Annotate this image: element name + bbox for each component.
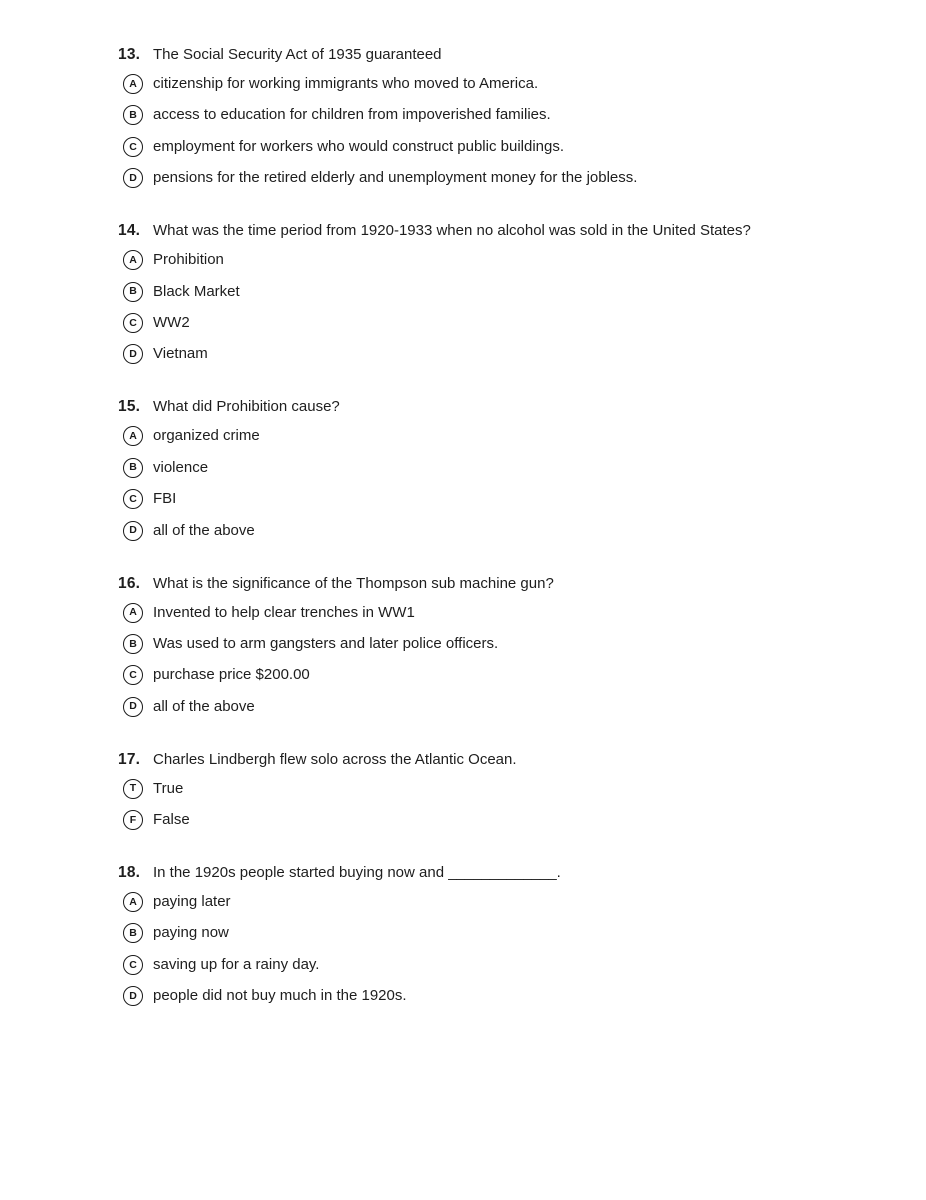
answer-option[interactable] <box>123 105 866 125</box>
question-line <box>118 863 866 883</box>
option-text: pensions for the retired elderly and unemployment money for the jobless. <box>153 169 638 187</box>
question-number: 14. <box>118 222 141 240</box>
option-letter: B <box>129 109 137 122</box>
option-bubble-icon[interactable] <box>123 521 143 541</box>
option-letter: B <box>129 927 137 940</box>
answer-option[interactable] <box>123 250 866 270</box>
option-bubble-icon[interactable] <box>123 892 143 912</box>
question-list <box>118 45 866 1006</box>
question-line <box>118 221 866 241</box>
option-bubble-icon[interactable] <box>123 779 143 799</box>
option-bubble-icon[interactable] <box>123 810 143 830</box>
option-letter: D <box>129 348 137 361</box>
option-letter: T <box>129 782 137 795</box>
question-text: What did Prohibition cause? <box>153 398 340 416</box>
option-text: violence <box>153 458 209 476</box>
option-bubble-icon[interactable] <box>123 250 143 270</box>
answer-option[interactable] <box>123 634 866 654</box>
option-list <box>118 426 866 540</box>
answer-option[interactable] <box>123 697 866 717</box>
question-number: 18. <box>118 864 141 882</box>
option-list <box>118 250 866 364</box>
option-letter: A <box>129 253 137 266</box>
answer-option[interactable] <box>123 892 866 912</box>
option-bubble-icon[interactable] <box>123 105 143 125</box>
option-bubble-icon[interactable] <box>123 665 143 685</box>
option-text: False <box>153 811 190 829</box>
option-text: Invented to help clear trenches in WW1 <box>153 603 415 621</box>
answer-option[interactable] <box>123 344 866 364</box>
question-number: 16. <box>118 574 141 592</box>
question-block <box>118 863 866 1006</box>
question-line <box>118 574 866 594</box>
option-bubble-icon[interactable] <box>123 986 143 1006</box>
option-letter: C <box>129 316 137 329</box>
answer-option[interactable] <box>123 313 866 333</box>
option-bubble-icon[interactable] <box>123 923 143 943</box>
answer-option[interactable] <box>123 426 866 446</box>
option-text: employment for workers who would construct public buildings. <box>153 137 565 155</box>
option-text: all of the above <box>153 521 255 539</box>
option-bubble-icon[interactable] <box>123 955 143 975</box>
answer-option[interactable] <box>123 955 866 975</box>
question-block <box>118 221 866 364</box>
answer-option[interactable] <box>123 810 866 830</box>
option-list <box>118 779 866 830</box>
option-text: access to education for children from impoverished families. <box>153 106 551 124</box>
option-text: all of the above <box>153 697 255 715</box>
option-letter: A <box>129 430 137 443</box>
question-text: Charles Lindbergh flew solo across the Atlantic Ocean. <box>153 750 517 768</box>
answer-option[interactable] <box>123 137 866 157</box>
option-letter: C <box>129 958 137 971</box>
option-letter: C <box>129 669 137 682</box>
option-text: paying now <box>153 924 229 942</box>
question-number: 15. <box>118 398 141 416</box>
option-text: Vietnam <box>153 345 208 363</box>
answer-option[interactable] <box>123 779 866 799</box>
question-number: 17. <box>118 750 141 768</box>
option-letter: D <box>129 700 137 713</box>
option-text: True <box>153 779 184 797</box>
answer-option[interactable] <box>123 489 866 509</box>
option-bubble-icon[interactable] <box>123 697 143 717</box>
answer-option[interactable] <box>123 521 866 541</box>
option-list <box>118 603 866 717</box>
option-bubble-icon[interactable] <box>123 344 143 364</box>
answer-option[interactable] <box>123 458 866 478</box>
answer-option[interactable] <box>123 923 866 943</box>
option-bubble-icon[interactable] <box>123 282 143 302</box>
option-text: WW2 <box>153 313 190 331</box>
option-letter: C <box>129 492 137 505</box>
option-letter: F <box>129 813 137 826</box>
question-block <box>118 750 866 830</box>
option-bubble-icon[interactable] <box>123 313 143 333</box>
option-text: purchase price $200.00 <box>153 666 310 684</box>
question-line <box>118 397 866 417</box>
option-letter: C <box>129 140 137 153</box>
question-text: What was the time period from 1920-1933 when no alcohol was sold in the United States? <box>153 222 751 240</box>
option-letter: B <box>129 461 137 474</box>
question-block <box>118 45 866 188</box>
option-text: organized crime <box>153 427 260 445</box>
option-text: citizenship for working immigrants who moved to America. <box>153 75 539 92</box>
option-bubble-icon[interactable] <box>123 489 143 509</box>
question-number: 13. <box>118 46 141 63</box>
option-bubble-icon[interactable] <box>123 168 143 188</box>
question-block <box>118 574 866 717</box>
question-text: The Social Security Act of 1935 guaranteed <box>153 46 442 63</box>
option-text: Prohibition <box>153 251 224 269</box>
option-bubble-icon[interactable] <box>123 458 143 478</box>
option-text: Black Market <box>153 282 240 300</box>
question-text: What is the significance of the Thompson sub machine gun? <box>153 574 554 592</box>
answer-option[interactable] <box>123 168 866 188</box>
option-letter: B <box>129 285 137 298</box>
option-text: FBI <box>153 490 177 508</box>
option-bubble-icon[interactable] <box>123 74 143 94</box>
option-letter: D <box>129 990 137 1002</box>
answer-option[interactable] <box>123 282 866 302</box>
option-text: people did not buy much in the 1920s. <box>153 987 407 1005</box>
answer-option[interactable] <box>123 986 866 1006</box>
option-letter: A <box>129 895 137 908</box>
question-text: In the 1920s people started buying now and _____________. <box>153 864 561 882</box>
question-line <box>118 750 866 770</box>
option-bubble-icon[interactable] <box>123 603 143 623</box>
option-letter: D <box>129 171 137 184</box>
option-bubble-icon[interactable] <box>123 426 143 446</box>
option-letter: A <box>129 606 137 619</box>
option-text: Was used to arm gangsters and later police officers. <box>153 634 499 652</box>
option-letter: B <box>129 637 137 650</box>
option-bubble-icon[interactable] <box>123 137 143 157</box>
option-letter: D <box>129 524 137 537</box>
option-list <box>118 892 866 1006</box>
option-text: paying later <box>153 893 231 911</box>
option-text: saving up for a rainy day. <box>153 955 320 973</box>
answer-option[interactable] <box>123 603 866 623</box>
option-list <box>118 74 866 188</box>
answer-option[interactable] <box>123 665 866 685</box>
option-bubble-icon[interactable] <box>123 634 143 654</box>
question-block <box>118 397 866 540</box>
answer-option[interactable] <box>123 74 866 94</box>
question-line <box>118 45 866 65</box>
option-letter: A <box>129 77 137 90</box>
